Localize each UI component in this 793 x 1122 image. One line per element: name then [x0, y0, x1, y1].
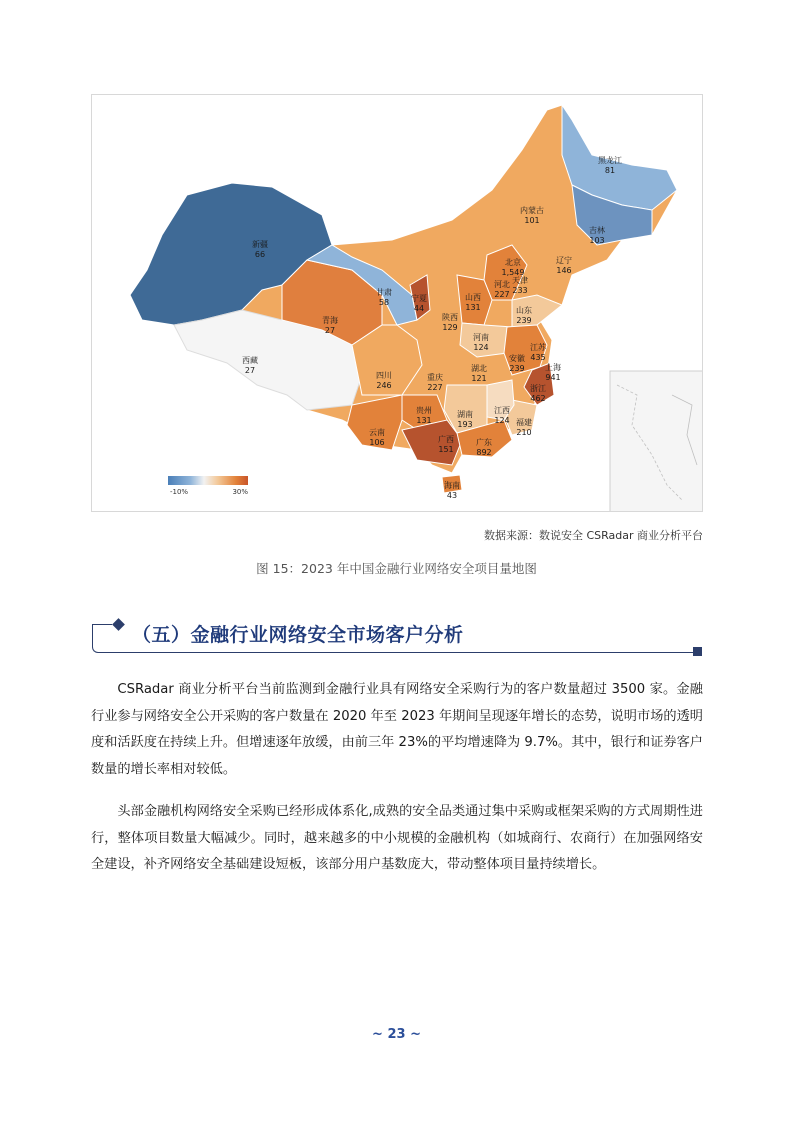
province-value-label: 239 [509, 364, 525, 373]
province-name-label: 青海 [322, 316, 338, 325]
province-value-label: 101 [524, 216, 540, 225]
province-name-label: 湖南 [457, 410, 473, 419]
province-name-label: 四川 [376, 371, 392, 380]
china-map-figure [91, 94, 703, 512]
province-name-label: 云南 [369, 428, 385, 437]
province-value-label: 1,549 [501, 268, 525, 277]
province-value-label: 131 [416, 416, 432, 425]
province-name-label: 河南 [473, 333, 489, 342]
province-name-label: 黑龙江 [598, 156, 622, 165]
province-name-label: 贵州 [416, 406, 432, 415]
province-value-label: 151 [438, 445, 454, 454]
province-value-label: 66 [254, 250, 266, 259]
province-value-label: 146 [556, 266, 572, 275]
province-name-label: 山东 [516, 306, 532, 315]
province-value-label: 193 [457, 420, 473, 429]
province-name-label: 内蒙古 [520, 206, 544, 215]
heading-topline [92, 624, 112, 625]
province-name-label: 陕西 [442, 313, 458, 322]
data-source: 数据来源：数说安全 CSRadar 商业分析平台 [483, 529, 703, 542]
paragraph-2: 头部金融机构网络安全采购已经形成体系化,成熟的安全品类通过集中采购或框架采购的方式周期性进行，整体项目数量大幅减少。同时，越来越多的中小规模的金融机构（如城商行、农商行）在加强网络安全建设，补齐网络安全基础建设短板，该部分用户基数庞大，带动整体项目量持续增长。 [91, 804, 703, 872]
paragraph-1: CSRadar 商业分析平台当前监测到金融行业具有网络安全采购行为的客户数量超过 3500 家。金融行业参与网络安全公开采购的客户数量在 2020 年至 2023 年期间呈现逐年增长的态势，说明市场的透明度和活跃度在持续上升。但增速逐年放缓，由前三年 23%的平均增速降为 9.7%。其中，银行和证券客户数量的增长率相对较低。 [91, 682, 703, 777]
section-heading [92, 616, 702, 660]
map-legend [168, 476, 248, 498]
province-name-label: 江西 [494, 406, 510, 415]
province-name-label: 山西 [465, 293, 481, 302]
legend-max-label: 30% [232, 488, 248, 496]
province-value-label: 27 [244, 366, 256, 375]
province-name-label: 辽宁 [556, 256, 572, 265]
province-name-label: 重庆 [427, 373, 443, 382]
province-value-label: 103 [589, 236, 605, 245]
province-name-label: 广东 [476, 438, 492, 447]
province-value-label: 462 [530, 394, 546, 403]
section-title: （五）金融行业网络安全市场客户分析 [132, 624, 464, 646]
province-value-label: 43 [446, 491, 458, 500]
province-value-label: 210 [516, 428, 532, 437]
province-name-label: 河北 [494, 280, 510, 289]
figure-caption: 图 15：2023 年中国金融行业网络安全项目量地图 [256, 561, 537, 576]
province-value-label: 892 [476, 448, 492, 457]
province-value-label: 27 [324, 326, 336, 335]
province-value-label: 227 [494, 290, 510, 299]
province-name-label: 新疆 [252, 240, 268, 249]
province-value-label: 233 [512, 286, 528, 295]
province-name-label: 吉林 [589, 226, 605, 235]
province-name-label: 北京 [505, 258, 521, 267]
province-value-label: 246 [376, 381, 392, 390]
province-name-label: 甘肃 [376, 288, 392, 297]
legend-min-label: -10% [170, 488, 189, 496]
province-name-label: 湖北 [471, 364, 487, 373]
province-value-label: 941 [545, 373, 561, 382]
province-value-label: 106 [369, 438, 385, 447]
province-value-label: 435 [530, 353, 546, 362]
province-value-label: 81 [604, 166, 616, 175]
province-value-label: 227 [427, 383, 443, 392]
legend-gradient-bar [168, 476, 248, 485]
province-name-label: 上海 [545, 363, 561, 372]
china-map [92, 95, 703, 512]
province-value-label: 58 [378, 298, 390, 307]
province-value-label: 44 [413, 304, 425, 313]
province-name-label: 安徽 [509, 354, 525, 363]
province-name-label: 江苏 [530, 343, 546, 352]
province-value-label: 131 [465, 303, 481, 312]
province-name-label: 广西 [438, 435, 454, 444]
province-name-label: 福建 [516, 418, 532, 427]
heading-end-square-icon [693, 647, 702, 656]
province-name-label: 天津 [512, 276, 528, 285]
province-value-label: 239 [516, 316, 532, 325]
province-name-label: 宁夏 [411, 294, 427, 303]
province-name-label: 浙江 [530, 384, 546, 393]
page-number: ~ 23 ~ [372, 1027, 421, 1042]
province-name-label: 海南 [444, 481, 460, 490]
province-value-label: 129 [442, 323, 458, 332]
province-value-label: 124 [473, 343, 489, 352]
province-value-label: 124 [494, 416, 510, 425]
province-name-label: 西藏 [242, 356, 258, 365]
province-value-label: 121 [471, 374, 487, 383]
